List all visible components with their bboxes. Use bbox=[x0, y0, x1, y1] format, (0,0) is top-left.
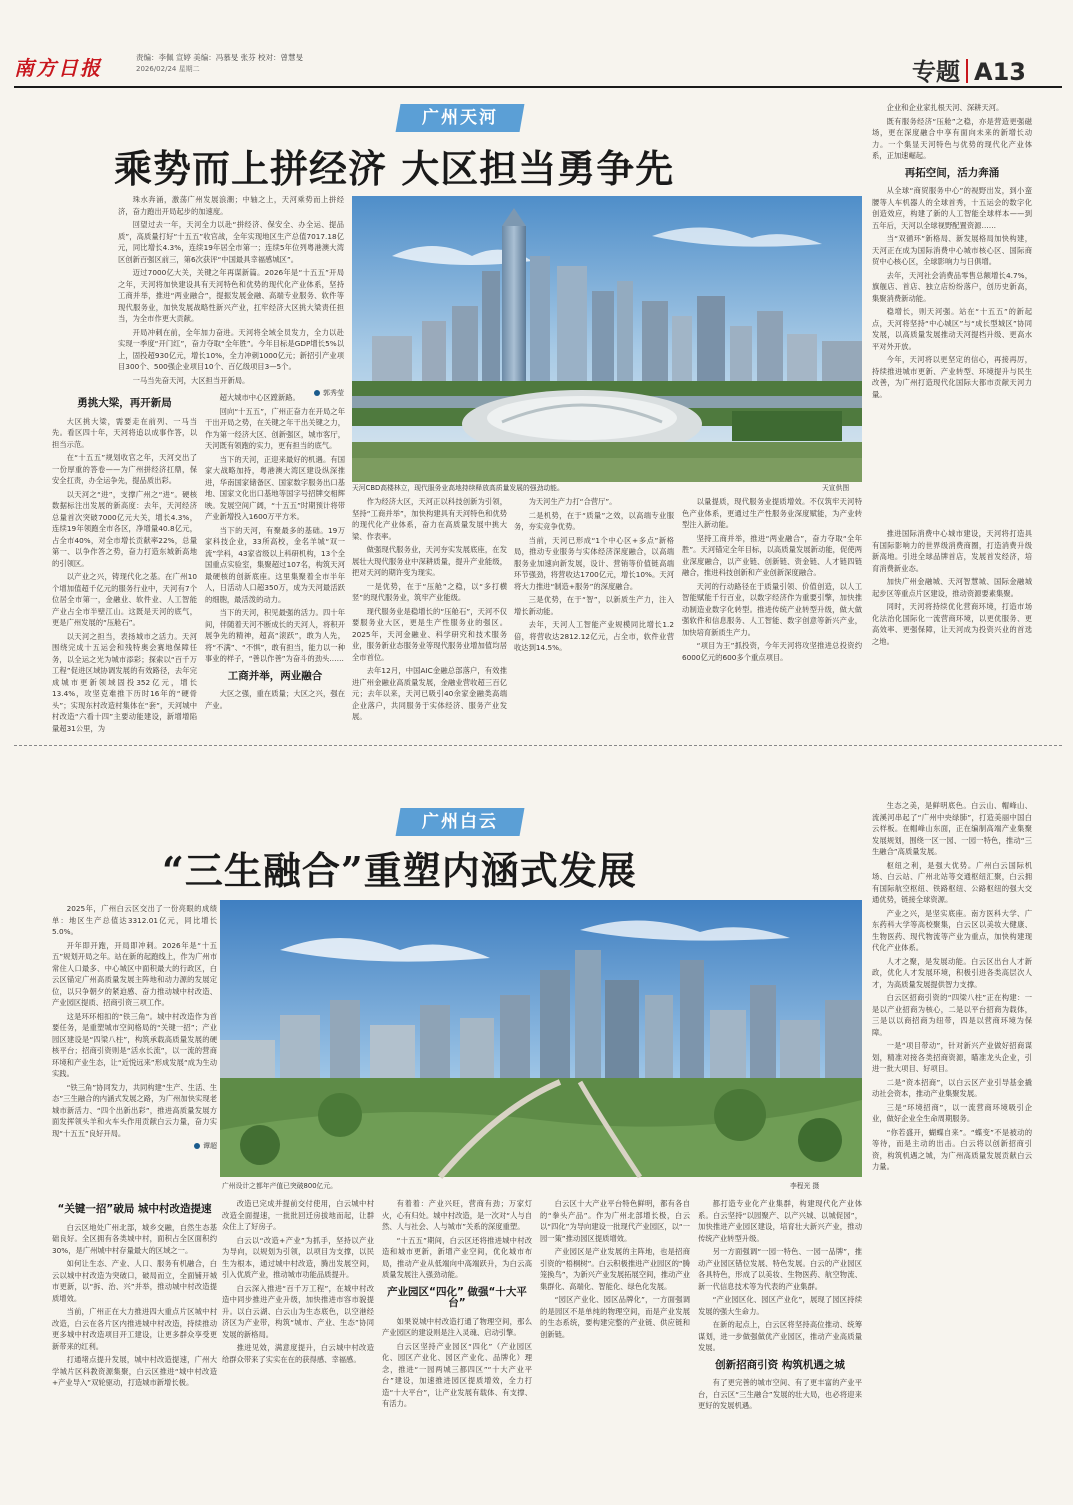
baiyun-design-capital-image bbox=[220, 900, 862, 1177]
story2-subhead-1: “关键一招”破局 城中村改造提速 bbox=[57, 1203, 212, 1215]
story2-column-2: 改造已完成并提前交付使用，白云城中村改造全面提速，一批批回迁房拔地而起，让群众住上了好房子。 白云以“改造+产业”为抓手，坚持以产业为导向，以规划为引领，以项目为支撑，以民生为根本，通过城中村改造，腾出发展空间，引入优质产业，推动城市功能品质提升。 白云深入推进“百千万工程”，在城中村改造中同步推进产业升级，加快推进市容市貌提升。以白云湖、白云山为生态底色，以空港经济区为产业带，构筑“城市、产业、生态”协同发展的新格局。 推进见效，满意度提升，白云城中村改造给群众带来了实实在在的获得感、幸福感。 bbox=[222, 1199, 374, 1364]
story2-column-5: 都打造专业化产业集群，构建现代化产业体系。白云坚持“以园聚产、以产兴城、以城促园”，加快推进产业园区建设，培育壮大新兴产业，推动传统产业转型升级。 另一方面强调“一园一特色、一园一品牌”，推动产业园区错位发展、特色发展。白云的产业园区各具特色，形成了以美妆、生物医药、航空物流、新一代信息技术等为代表的产业集群。 “产业园区化、园区产业化”，展现了园区持续发展的强大生命力。 在新的起点上，白云区将坚持高位推动、统筹谋划，进一步做强做优产业园区，推动产业高质量发展。 创新招商引资 构筑机遇之城 有了更完善的城市空间、有了更丰富的产业平台，白云区“三生融合”发展的壮大局，也必将迎来更好的发展机遇。 bbox=[698, 1199, 862, 1410]
section-name: 专题 bbox=[912, 58, 961, 86]
story1-intro: 珠水奔涌，激荡广州发展浪潮；中轴之上，天河乘势而上拼经济，奋力跑出开局起步的加速度。 回望过去一年，天河全力以赴“拼经济、保安全、办全运、提品质”，高质量打好“十五五”收官战，全年实现地区生产总值7017.18亿元，同比增长4.3%，连续19年居全市第一；连续5年位列粤港澳大湾区创新百强区前三，第6次获评“中国最具幸福感城区”。 迈过7000亿大关，关键之年再谋新篇。2026年是“十五五”开局之年，天河将加快建设具有天河特色和优势的现代化产业体系，坚持工商并举，推进“两业融合”，提振发展金融、高端专业服务、软件等现代服务业，加快发展战略性新兴产业，扛牢经济大区挑大梁责任担当，为全市作更大贡献。 开局冲刺在前，全年加力奋进。天河将全域全员发力，全力以赴实现一季度“开门红”，奋力夺取“全年胜”。今年目标是GDP增长5%以上，固投超930亿元，增长10%，全力冲刺1000亿元；新招引产业项目300个、500强企业项目10个、百亿级项目3—5个。 一马当先奋天河，大区担当开新局。 郭秀莹 bbox=[118, 194, 344, 384]
story2-column-1: “关键一招”破局 城中村改造提速 白云区地处广州北部，城乡交融，自然生态基础良好。全区拥有各类城中村，面积占全区面积约30%，是广州城中村存量最大的区域之一。 如何让生态、产业、人口、服务有机融合，白云以城中村改造为突破口，破局而立，全面铺开城市更新，以“拆、治、兴”并举，推动城中村改造提质增效。 当前，广州正在大力推进四大重点片区城中村改造，白云在各片区内推进城中村改造，持续推动更多城中村改造项目开工建设，让更多群众享受更新带来的红利。 打通堵点提升发展，城中村改造提速，广州大学城片区科教资源集聚，白云区推进“城中村改造+产业导入”双轮驱动，打造城市新增长极。 bbox=[52, 1203, 217, 1387]
story1-column-6: 企业和企业家扎根天河、深耕天河。 既有服务经济“压舱”之稳，亦是营造更强磁场，更在深度融合中享有面向未来的新增长动力。一个集显天河特色与优势的现代化产业体系，正加速崛起。 再拓空间，活力奔涌 从全球“商贸服务中心”的视野出发，到小蛮腰等人车机器人的全球首秀，十五运会的数字化创造效应，构建了新的人工智能全球样本——到五年后，天河以全球视野配置资源…… 当“双循环”新格局、新发展格局加快构建，天河正在成为国际消费中心城市核心区、国际商贸中心核心区，全球影响力与日俱增。 去年，天河社会消费品零售总额增长4.7%，旗舰店、首店、独立店纷纷落户，创历史新高，集聚消费新动能。 稳增长，则天河强。站在“十五五”的新起点，天河将坚持“中心城区”与“成长型城区”协同发展，以高质量发展推动天河提档升级、更高水平对外开放。 今年，天河将以更坚定的信心，再接再厉，持续推进城市更新、产业转型、环境提升与民生改善，为广州打造现代化国际大都市贡献天河力量。 bbox=[872, 103, 1032, 399]
story2-subhead-2: 产业园区“四化” 做强“十大平台” bbox=[387, 1285, 527, 1309]
story-divider bbox=[14, 745, 1062, 746]
tianhe-cbd-skyline-image bbox=[352, 196, 862, 482]
story1-column-3: 作为经济大区，天河正以科技创新为引领，坚持“工商并举”，加快构建具有天河特色和优势的现代化产业体系，奋力在高质量发展中挑大梁、作表率。 做强现代服务业，天河夯实发展底座，在发展壮大现代服务业中深耕质量，提升产业能级，把对天河的期许变为现实。 一是优势，在于“压舱”之稳，以“多打横竖”的现代服务业，筑牢产业能级。 现代服务业是稳增长的“压舱石”，天河不仅要服务业大区，更是生产性服务业的强区。2025年，天河金融业、科学研究和技术服务业，服务新业态服务业等现代服务业增加值均居全市首位。 去年12月，中国AIC金融总部落户，有效推进广州金融业高质量发展，金融业营收超三百亿元；去年以来，天河已吸引40余家金融类高端企业落户，共同服务于实体经济、服务产业发展。 bbox=[352, 497, 507, 721]
story2-intro: 2025年，广州白云区交出了一份亮眼的成绩单：地区生产总值达3312.01亿元，同比增长5.0%。 开年即开跑，开局即冲刺。2026年是“十五五”规划开局之年。站在新的起跑线上，作为广州市常住人口最多、中心城区中面积最大的行政区，白云区锚定广州高质量发展主阵地和动力源的发展定位，以只争朝夕的紧迫感、奋力推动城中村改造、产业园区提质、招商引资三项工作。 这是环环相扣的“铁三角”。城中村改造作为首要任务，是重塑城市空间格局的“关键一招”；产业园区建设是“四梁八柱”，构筑承载高质量发展的硬核平台；招商引资则是“活水长流”，以一流的营商环境和产业生态，让“近悦远来”形成发展“成为生动实践。 “铁三角”协同发力，共同构建“生产、生活、生态”三生融合的内涵式发展之路，为广州加快实现老城市新活力、“四个出新出彩”，推进高质量发展方面发挥领头羊和火车头作用贡献白云力量，奋力实现“十五五”良好开局。 谭超 bbox=[52, 903, 217, 1193]
masthead bbox=[14, 48, 1062, 92]
byline-marker-icon bbox=[194, 1143, 200, 1149]
story2-column-6: 生态之美，是鲜明底色。白云山、帽峰山、流溪河串起了“广州中央绿肺”，打造美丽中国白云样板。在帽峰山东面，正在编制高端产业集聚发展规划，围绕一区一园、一园一特色，推动“三生融合”高质量发展。 枢纽之利，是强大优势。广州白云国际机场、白云站、广州北站等交通枢纽汇聚，白云拥有国际航空枢纽、铁路枢纽、公路枢纽的强大交通优势，链接全球资源。 产业之兴，是坚实底座。南方医科大学、广东药科大学等高校聚集，白云区以美妆大健康、生物医药、现代物流等产业为重点，加快构建现代化产业体系。 人才之聚，是发展动能。白云区出台人才新政，优化人才发展环境，积极引进各类高层次人才，为高质量发展提供智力支撑。 白云区招商引资的“四梁八柱”正在构建：一是以产业招商为核心，二是以平台招商为载体，三是以以商招商为纽带，四是以营商环境为保障。 一是“项目带动”，针对新兴产业做好招商谋划，精准对接各类招商资源，瞄准龙头企业，引进一批大项目、好项目。 二是“资本招商”，以白云区产业引导基金撬动社会资本，推动产业集聚发展。 三是“环境招商”，以一流营商环境吸引企业，做好企业全生命周期服务。 “你若盛开，蝴蝶自来”。“蝶变”不是被动的等待，而是主动的出击。白云将以创新招商引资，构筑机遇之城，为广州高质量发展贡献白云力量。 bbox=[872, 801, 1032, 1171]
story1-column-1: 勇挑大梁，再开新局 大区挑大梁，需要走在前列、一马当先。看区四十年，天河将追以成事作答，以担当示范。 在“十五五”规划收官之年，天河交出了一份厚重的答卷——为广州拼经济扛鼎，保安全扛责，办全运争先，提品质出彩。 以天河之“进”，支撑广州之“进”。硬核数据标注出发展的新高度：去年，天河经济总量首次突破7000亿元大关，增长4.3%，连续19年领跑全市各区，净增量40.8亿元，占全市40%，对全市增长贡献率22%，总量第一、以争作答之势，奋力打造东城新高地的引领区。 以产业之兴，铸现代化之基。在广州10个增加值超千亿元的服务行业中，天河有7个位居全市第一，金融业、软件业、人工智能产业占全市半壁江山。这既是天河的底气，更是广州发展的“压舱石”。 以天河之担当，表扬城市之活力。天河围绕完成十五运会和残特奥会赛地保障任务，以全运之光为城市添彩；探索以“百千万工程”促进区域协调发展的有效路径，去年完成城市更新领域固投352亿元，增长13.4%，攻坚克难推下历时16年的“硬骨头”；实现东村改造村集体在“套”，天河城中村改造“六看十四”主要动能建设，新增增陷量超31公里，为 bbox=[52, 397, 197, 733]
story1-tag: 广州天河 bbox=[396, 104, 525, 132]
page-number: A13 bbox=[974, 58, 1026, 86]
story2-photo bbox=[220, 900, 862, 1177]
story2-photo-caption: 广州设计之都年产值已突破800亿元。 bbox=[222, 1182, 337, 1190]
story2-column-4: 白云区十大产业平台特色鲜明，都有各自的“拳头产品”。作为广州北部增长极，白云以“四化”为导向建设一批现代产业园区，以“一园一策”推动园区提质增效。 产业园区是产业发展的主阵地，也是招商引资的“梧桐树”。白云积极推进产业园区的“腾笼换鸟”，为新兴产业发展拓展空间，推动产业集群化、高端化、智能化、绿色化发展。 “园区产业化、园区品牌化”，一方面强调的是园区不是单纯的物理空间，而是产业发展的生态系统，要构建完整的产业链、供应链和创新链。 bbox=[540, 1199, 690, 1339]
section-divider bbox=[966, 59, 968, 83]
story1-photo bbox=[352, 196, 862, 482]
story1-headline: 乘势而上拼经济 大区担当勇争先 bbox=[114, 146, 675, 191]
masthead-rule bbox=[14, 86, 1062, 88]
story1-photo-caption: 天河CBD高楼林立，现代服务业高地持续释放高质量发展的强劲动能。 bbox=[352, 484, 564, 492]
editor-credits: 责编：李佩 宣婷 美编：冯慕旻 张芬 校对：曾慧旻 bbox=[136, 53, 304, 62]
story2-photo-credit: 李程光 摄 bbox=[790, 1182, 820, 1190]
story1-photo-credit: 天宣供图 bbox=[822, 484, 850, 492]
newspaper-logo: 南方日报 bbox=[14, 56, 102, 80]
story1-subhead-3: 再拓空间，活力奔涌 bbox=[904, 166, 1000, 179]
section-label bbox=[912, 52, 1026, 87]
story2-tag: 广州白云 bbox=[396, 808, 525, 836]
story1-byline: 郭秀莹 bbox=[118, 388, 344, 400]
story1-column-2: 超大城市中心区蹚新路。 回向“十五五”，广州正奋力在开局之年干出开局之势，在关键之年干出关键之力，作为第一经济大区、创新强区，城市客厅，天河既有领跑的实力，更有担当的底气。 当下的天河，正迎来最好的机遇。有国家大战略加持，粤港澳大湾区建设纵深推进，华南国家储备区、国家数字服务出口基地、国家文化出口基地等国字号招牌交相辉映。发展空间广阔，“十五五”时期预计将带产业新增投入1600万平方米。 当下的天河，有聚最多的基础。19万家科技企业，33所高校，金名羊城“双一流”学科，43家省级以上科研机构，13个全国重点实验室，集聚超过107名，构筑天河最硬核的创新底座。这里集聚着全市半年人，日活动人口超350万，成为天河最活跃的细胞，最活泼的动力。 当下的天河，积见最强的活力。四十年间，伴随着天河不断成长的天河人，将积开展争先的精神，超高“滚跃”，敢为人先，将“不满”、“不惧”，敢有担当，能力以一种事业的样子，“善以作善”为奋斗的劲头…… 工商并举，两业融合 大区之强，重在质量；大区之兴，强在产业。 bbox=[205, 393, 345, 710]
story1-subhead-2: 工商并举，两业融合 bbox=[227, 669, 323, 682]
story1-column-4: 为天河生产力打“合营厅”。 二是机势，在于“质量”之效，以高端专业服务，夯实竞争优势。 当前，天河已形成“1个中心区+多点”新格局，推动专业服务与实体经济深度融合，以高端服务业加速向新发展，设计、营销等价值链高端环节强劲，将营收达1700亿元，增长10%。天河将大力推进“制造+服务”的深度融合。 三是优势，在于“智”，以新质生产力，注入增长新动能。 去年，天河人工智能产业规模同比增长1.2倍，将营收达2812.12亿元，占全市，软件业营收达到14.5%。 bbox=[514, 497, 674, 652]
story2-column-3: 有着着：产业兴旺，营商有劲；万家灯火，心有归处。城中村改造，是一次对“人与自然、人与社会、人与城市”关系的深度重塑。 “十五五”期间，白云区还将推进城中村改造和城市更新，新增产业空间，优化城市布局，推动产业从低端向中高端跃升，为白云高质量发展注入强劲动能。 产业园区“四化” 做强“十大平台” 如果说城中村改造打通了物理空间，那么产业园区的建设则是注入灵魂、启动引擎。 白云区坚持产业园区“四化”（产业园区化、园区产业化、园区产业化、品牌化）理念，推进“一园两城三都四区”“十大产业平台”建设，加速推进园区提质增效，全力打造“十大平台”，让产业发展有载体、有支撑、有活力。 bbox=[382, 1199, 532, 1408]
story2-byline: 谭超 bbox=[52, 1141, 217, 1153]
issue-date: 2026/02/24 星期二 bbox=[136, 65, 200, 73]
story1-column-7: 推进国际消费中心城市建设，天河将打造具有国际影响力的世界级消费商圈，打造消费升级新高地。引进全球品牌首店，发展首发经济，培育消费新业态。 加快广州金融城、天河智慧城、国际金融城起步区等重点片区建设，推动资源要素集聚。 同时，天河将持续优化营商环境，打造市场化法治化国际化一流营商环境，以更优服务、更高效率、更强保障，让天河成为投资兴业的首选之地。 bbox=[872, 529, 1032, 646]
story2-subhead-3: 创新招商引资 构筑机遇之城 bbox=[715, 1358, 845, 1371]
story2-headline: “三生融合”重塑内涵式发展 bbox=[162, 848, 637, 893]
story1-column-5: 以量提质，现代服务业提质增效。不仅筑牢天河特色产业体系，更通过生产性服务业深度赋能，为产业转型注入新动能。 坚持工商并举，推进“两业融合”，奋力夺取“全年胜”。天河锚定全年目标，以高质量发展新动能，促使两业深度融合，以产业链、创新链、资金链、人才链四链融合，推进科技创新和产业创新深度融合。 天河的行动路径在于质量引领、价值创造，以人工智能赋能千行百业，以数字经济作为重要引擎，加快推动制造业数字化转型。推进传统产业转型升级，做大做强软件和信息服务、人工智能、数字创意等新兴产业，加快培育新质生产力。 “项目为王”抓投资，今年天河将攻坚推进总投资约6000亿元的600多个重点项目。 bbox=[682, 497, 862, 662]
story1-subhead-1: 勇挑大梁，再开新局 bbox=[77, 397, 172, 409]
